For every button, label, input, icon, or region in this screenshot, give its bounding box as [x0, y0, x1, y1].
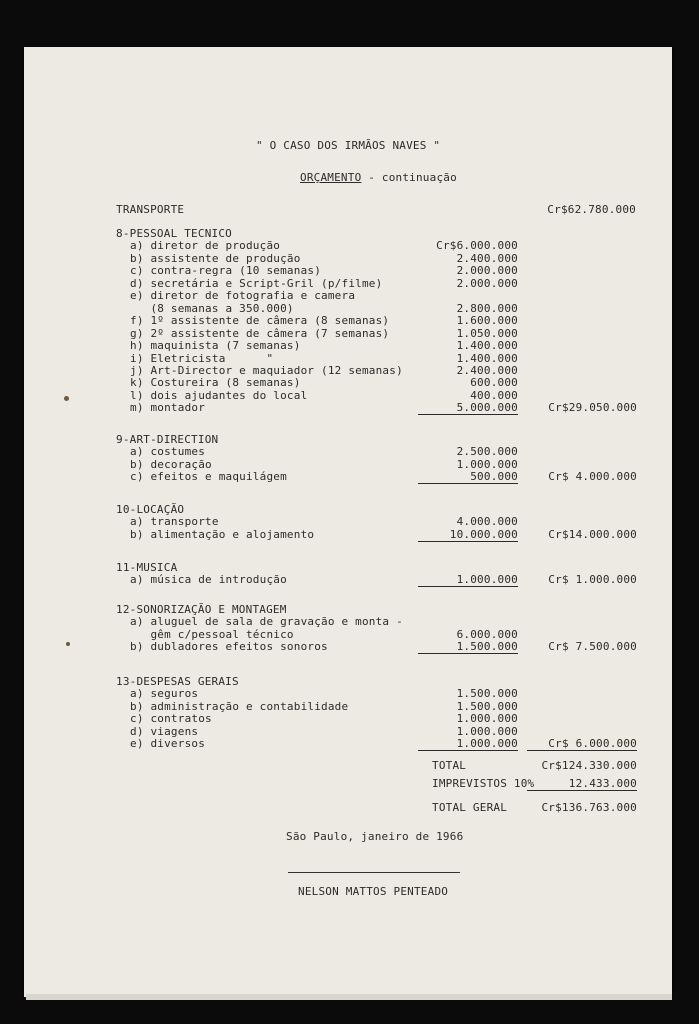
line-item-text: a) transporte	[130, 515, 219, 529]
line-item-value: 1.000.000	[456, 724, 518, 738]
transporte-label: TRANSPORTE	[116, 203, 185, 216]
section-total: Cr$ 7.500.000	[548, 640, 637, 654]
section-total: Cr$ 6.000.000	[527, 738, 637, 751]
line-item-value: 1.000.000	[418, 738, 518, 751]
section-total: Cr$ 4.000.000	[548, 470, 637, 484]
line-item-value: Cr$6.000.000	[436, 239, 518, 253]
line-item-value: 1.500.000	[456, 699, 518, 713]
document-page	[24, 47, 672, 997]
line-item-text: e) diretor de fotografia e camera	[130, 289, 356, 303]
line-item-text: f) 1º assistente de câmera (8 semanas)	[130, 314, 390, 328]
line-item-value: 1.500.000	[456, 687, 518, 701]
paper-stain	[66, 642, 70, 646]
section-total: Cr$ 1.000.000	[548, 573, 637, 587]
section-total: Cr$14.000.000	[548, 527, 637, 541]
totals-label: TOTAL GERAL	[432, 801, 508, 814]
document-title: " O CASO DOS IRMÃOS NAVES "	[256, 139, 441, 152]
line-item-text: i) Eletricista "	[130, 351, 274, 365]
section-heading: 9-ART-DIRECTION	[116, 433, 219, 446]
transporte-value: Cr$62.780.000	[547, 203, 636, 216]
line-item-value: 6.000.000	[456, 627, 518, 641]
document-subtitle	[300, 172, 457, 184]
line-item-text: a) diretor de produção	[130, 239, 281, 253]
line-item-value: 2.000.000	[456, 276, 518, 290]
line-item-text: d) viagens	[130, 724, 199, 738]
subtitle-rest: - continuação	[361, 171, 457, 184]
line-item-value: 2.800.000	[456, 301, 518, 315]
line-item-value: 1.000.000	[418, 574, 518, 587]
totals-label: IMPREVISTOS 10%	[432, 777, 535, 790]
section-total: Cr$29.050.000	[548, 401, 637, 415]
line-item-text: b) administração e contabilidade	[130, 699, 349, 713]
line-item-value: 2.400.000	[456, 251, 518, 265]
place-date: São Paulo, janeiro de 1966	[286, 830, 464, 843]
section-heading: 11-MUSICA	[116, 561, 178, 574]
line-item-text: b) alimentação e alojamento	[130, 527, 315, 541]
line-item-text: j) Art-Director e maquiador (12 semanas)	[130, 363, 403, 377]
section-heading: 12-SONORIZAÇÃO E MONTAGEM	[116, 603, 287, 616]
totals-value: Cr$136.763.000	[541, 801, 637, 814]
section-heading: 10-LOCAÇÃO	[116, 503, 185, 516]
line-item-text: gêm c/pessoal técnico	[130, 627, 294, 641]
line-item-text: k) Costureira (8 semanas)	[130, 376, 301, 390]
line-item-value: 600.000	[470, 376, 518, 390]
line-item-text: a) aluguel de sala de gravação e monta -	[130, 615, 403, 629]
totals-label: TOTAL	[432, 759, 467, 772]
line-item-value: 4.000.000	[456, 515, 518, 529]
line-item-value: 5.000.000	[418, 402, 518, 415]
line-item-text: a) seguros	[130, 687, 199, 701]
line-item-text: h) maquinista (7 semanas)	[130, 339, 301, 353]
line-item-text: l) dois ajudantes do local	[130, 388, 308, 402]
line-item-value: 1.000.000	[456, 712, 518, 726]
line-item-value: 1.000.000	[456, 457, 518, 471]
page-edge	[26, 994, 672, 1000]
line-item-text: a) costumes	[130, 445, 206, 459]
line-item-text: a) música de introdução	[130, 573, 287, 587]
signature-name: NELSON MATTOS PENTEADO	[298, 885, 449, 898]
line-item-text: c) contratos	[130, 712, 212, 726]
line-item-text: g) 2º assistente de câmera (7 semanas)	[130, 326, 390, 340]
line-item-value: 2.400.000	[456, 363, 518, 377]
totals-value: Cr$124.330.000	[541, 759, 637, 772]
line-item-text: b) dubladores efeitos sonoros	[130, 640, 328, 654]
line-item-text: d) secretária e Script-Gril (p/filme)	[130, 276, 383, 290]
signature-line	[288, 872, 460, 873]
line-item-text: c) efeitos e maquilágem	[130, 470, 287, 484]
line-item-value: 10.000.000	[418, 529, 518, 542]
line-item-value: 2.500.000	[456, 445, 518, 459]
line-item-value: 500.000	[418, 471, 518, 484]
line-item-value: 2.000.000	[456, 264, 518, 278]
line-item-value: 1.400.000	[456, 339, 518, 353]
line-item-text: m) montador	[130, 401, 206, 415]
line-item-value: 1.500.000	[418, 641, 518, 654]
line-item-text: b) assistente de produção	[130, 251, 301, 265]
line-item-value: 400.000	[470, 388, 518, 402]
paper-stain	[64, 396, 69, 401]
line-item-value: 1.600.000	[456, 314, 518, 328]
line-item-text: (8 semanas a 350.000)	[130, 301, 294, 315]
line-item-text: e) diversos	[130, 737, 206, 751]
totals-value: 12.433.000	[527, 778, 637, 791]
section-heading: 8-PESSOAL TECNICO	[116, 227, 232, 240]
line-item-value: 1.050.000	[456, 326, 518, 340]
subtitle-main: ORÇAMENTO	[300, 171, 362, 184]
line-item-text: c) contra-regra (10 semanas)	[130, 264, 322, 278]
line-item-value: 1.400.000	[456, 351, 518, 365]
section-heading: 13-DESPESAS GERAIS	[116, 675, 239, 688]
line-item-text: b) decoração	[130, 457, 212, 471]
